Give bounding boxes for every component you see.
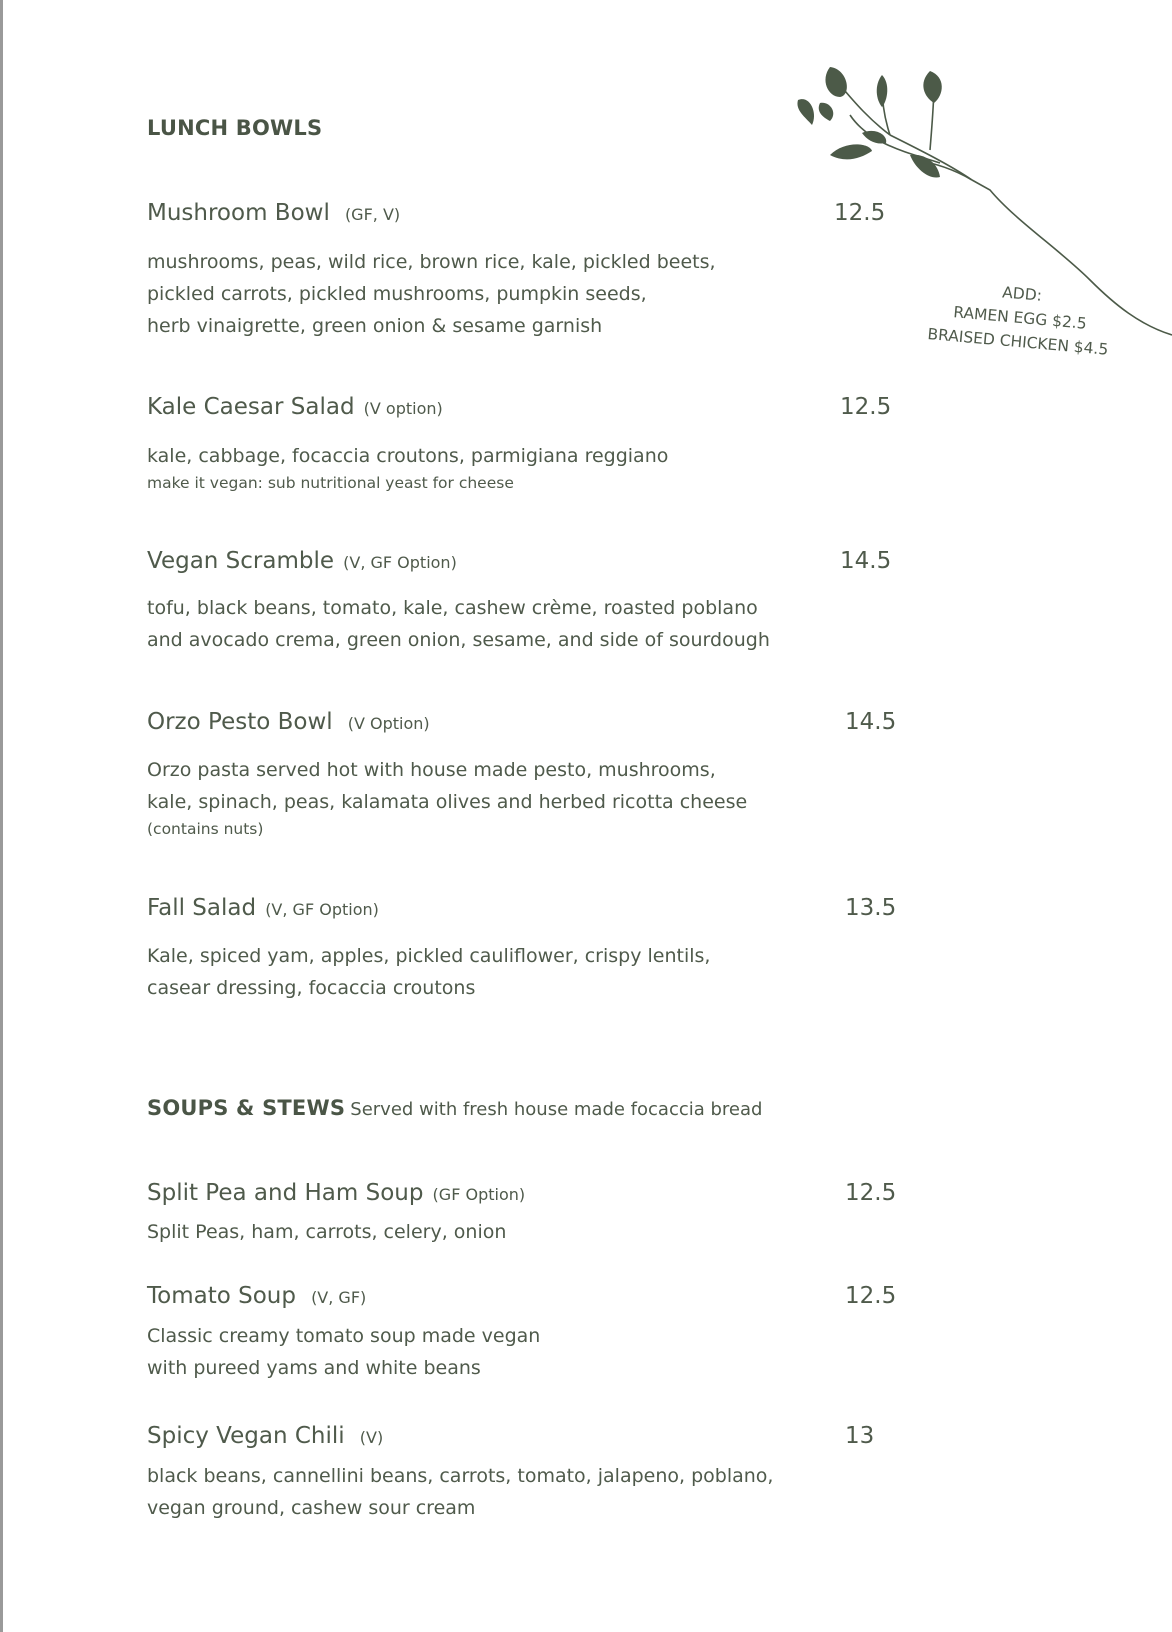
menu-item-price: 12.5 — [845, 1180, 897, 1206]
page-edge — [0, 0, 3, 1632]
menu-item-tag: (V option) — [363, 399, 443, 418]
menu-item-title — [147, 709, 430, 735]
menu-item-name: Mushroom Bowl — [147, 200, 330, 226]
menu-item-name: Orzo Pesto Bowl — [147, 709, 333, 735]
menu-item-price: 13 — [845, 1423, 875, 1449]
description-line: and avocado crema, green onion, sesame, and side of sourdough — [147, 629, 770, 651]
menu-item-tag: (V, GF Option) — [265, 900, 379, 919]
description-line: tofu, black beans, tomato, kale, cashew crème, roasted poblano — [147, 597, 758, 619]
menu-item-note: make it vegan: sub nutritional yeast for cheese — [147, 474, 514, 492]
add-on-ramen-egg: RAMEN EGG $2.5 — [952, 303, 1088, 333]
add-on-title: ADD: — [1001, 283, 1043, 305]
menu-item-tag: (V Option) — [347, 714, 430, 733]
menu-item-description — [147, 1320, 540, 1384]
description-line: Kale, spiced yam, apples, pickled cauliflower, crispy lentils, — [147, 945, 711, 967]
menu-item-price: 12.5 — [834, 200, 886, 226]
menu-item-name: Fall Salad — [147, 895, 257, 921]
menu-item-tag: (V, GF Option) — [343, 553, 457, 572]
description-line: vegan ground, cashew sour cream — [147, 1497, 476, 1519]
description-line: Classic creamy tomato soup made vegan — [147, 1325, 541, 1347]
menu-item-title — [147, 895, 379, 921]
menu-item-title — [147, 1423, 383, 1449]
description-line: black beans, cannellini beans, carrots, tomato, jalapeno, poblano, — [147, 1465, 774, 1487]
menu-item-description — [147, 754, 747, 818]
menu-item-title — [147, 394, 443, 420]
menu-item-price: 14.5 — [845, 709, 897, 735]
menu-item-name: Spicy Vegan Chili — [147, 1423, 345, 1449]
menu-item-description — [147, 246, 716, 342]
menu-item-price: 12.5 — [845, 1283, 897, 1309]
description-line: kale, cabbage, focaccia croutons, parmigiana reggiano — [147, 445, 669, 467]
menu-item-name: Split Pea and Ham Soup — [147, 1180, 424, 1206]
menu-item-name: Tomato Soup — [147, 1283, 296, 1309]
menu-item-note: (contains nuts) — [147, 820, 264, 838]
description-line: Split Peas, ham, carrots, celery, onion — [147, 1221, 507, 1243]
menu-item-description — [147, 1460, 773, 1524]
menu-item-name: Vegan Scramble — [147, 548, 335, 574]
menu-item-price: 12.5 — [840, 394, 892, 420]
menu-item-description — [147, 1216, 506, 1248]
description-line: herb vinaigrette, green onion & sesame garnish — [147, 315, 603, 337]
soups-stews-subheading: Served with fresh house made focaccia bread — [350, 1099, 763, 1120]
menu-item-description — [147, 440, 668, 472]
menu-item-price: 13.5 — [845, 895, 897, 921]
menu-item-name: Kale Caesar Salad — [147, 394, 355, 420]
menu-item-description — [147, 592, 770, 656]
description-line: kale, spinach, peas, kalamata olives and herbed ricotta cheese — [147, 791, 748, 813]
description-line: pickled carrots, pickled mushrooms, pumpkin seeds, — [147, 283, 647, 305]
menu-item-price: 14.5 — [840, 548, 892, 574]
menu-item-tag: (V, GF) — [311, 1288, 367, 1307]
menu-item-title — [147, 1283, 366, 1309]
description-line: mushrooms, peas, wild rice, brown rice, kale, pickled beets, — [147, 251, 716, 273]
description-line: with pureed yams and white beans — [147, 1357, 481, 1379]
description-line: casear dressing, focaccia croutons — [147, 977, 476, 999]
menu-item-title — [147, 200, 400, 226]
menu-item-tag: (GF Option) — [432, 1185, 526, 1204]
lunch-bowls-heading: LUNCH BOWLS — [147, 116, 323, 140]
soups-stews-header — [147, 1096, 762, 1120]
menu-item-title — [147, 548, 457, 574]
soups-stews-heading: SOUPS & STEWS — [147, 1096, 346, 1120]
description-line: Orzo pasta served hot with house made pesto, mushrooms, — [147, 759, 716, 781]
menu-item-tag: (GF, V) — [344, 205, 401, 224]
menu-item-tag: (V) — [359, 1428, 384, 1447]
menu-item-title — [147, 1180, 525, 1206]
add-on-braised-chicken: BRAISED CHICKEN $4.5 — [926, 325, 1110, 359]
menu-item-description — [147, 940, 710, 1004]
